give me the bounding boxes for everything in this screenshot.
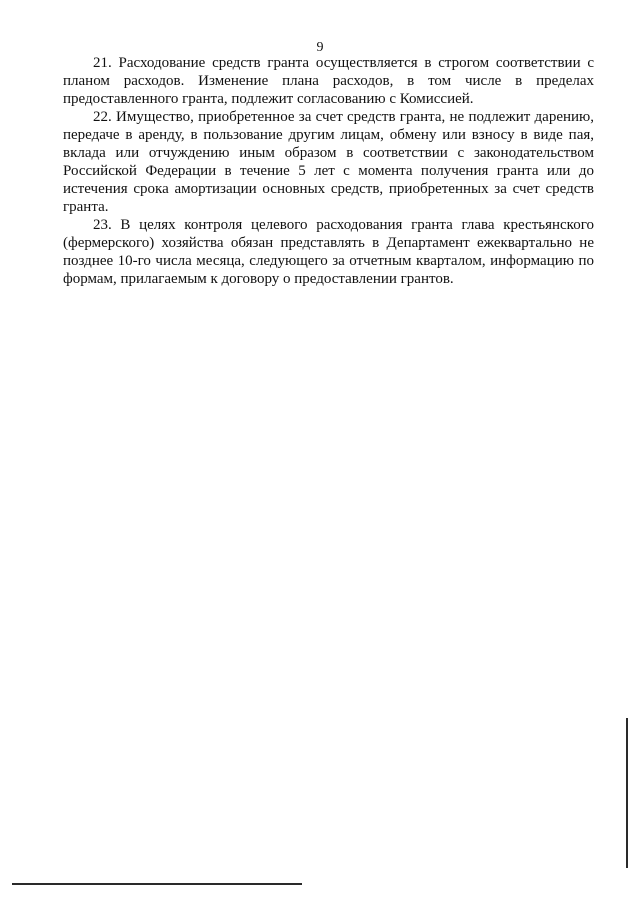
paragraph-21: 21. Расходование средств гранта осуществляется в строгом соответствии с планом расходов. Изменение плана расходов, в том числе в пределах предоставленного гранта, подлежит согласованию с Комиссией. xyxy=(63,55,594,107)
paragraph-22: 22. Имущество, приобретенное за счет средств гранта, не подлежит дарению, передаче в аренду, в пользование другим лицам, обмену или взносу в виде пая, вклада или отчуждению иным образом в соответствии с законодательством Российской Федерации в течение 5 лет с момента получения гранта или до истечения срока амортизации основных средств, приобретенных за счет средств гранта. xyxy=(63,109,594,215)
document-body xyxy=(63,54,594,288)
scan-edge-line xyxy=(626,718,628,868)
page-number: 9 xyxy=(316,40,324,55)
paragraph-23: 23. В целях контроля целевого расходования гранта глава крестьянского (фермерского) хозяйства обязан представлять в Департамент ежеквартально не позднее 10-го числа месяца, следующего за отчетным кварталом, информацию по формам, прилагаемым к договору о предоставлении грантов. xyxy=(63,217,594,287)
scan-bottom-line xyxy=(12,883,302,885)
